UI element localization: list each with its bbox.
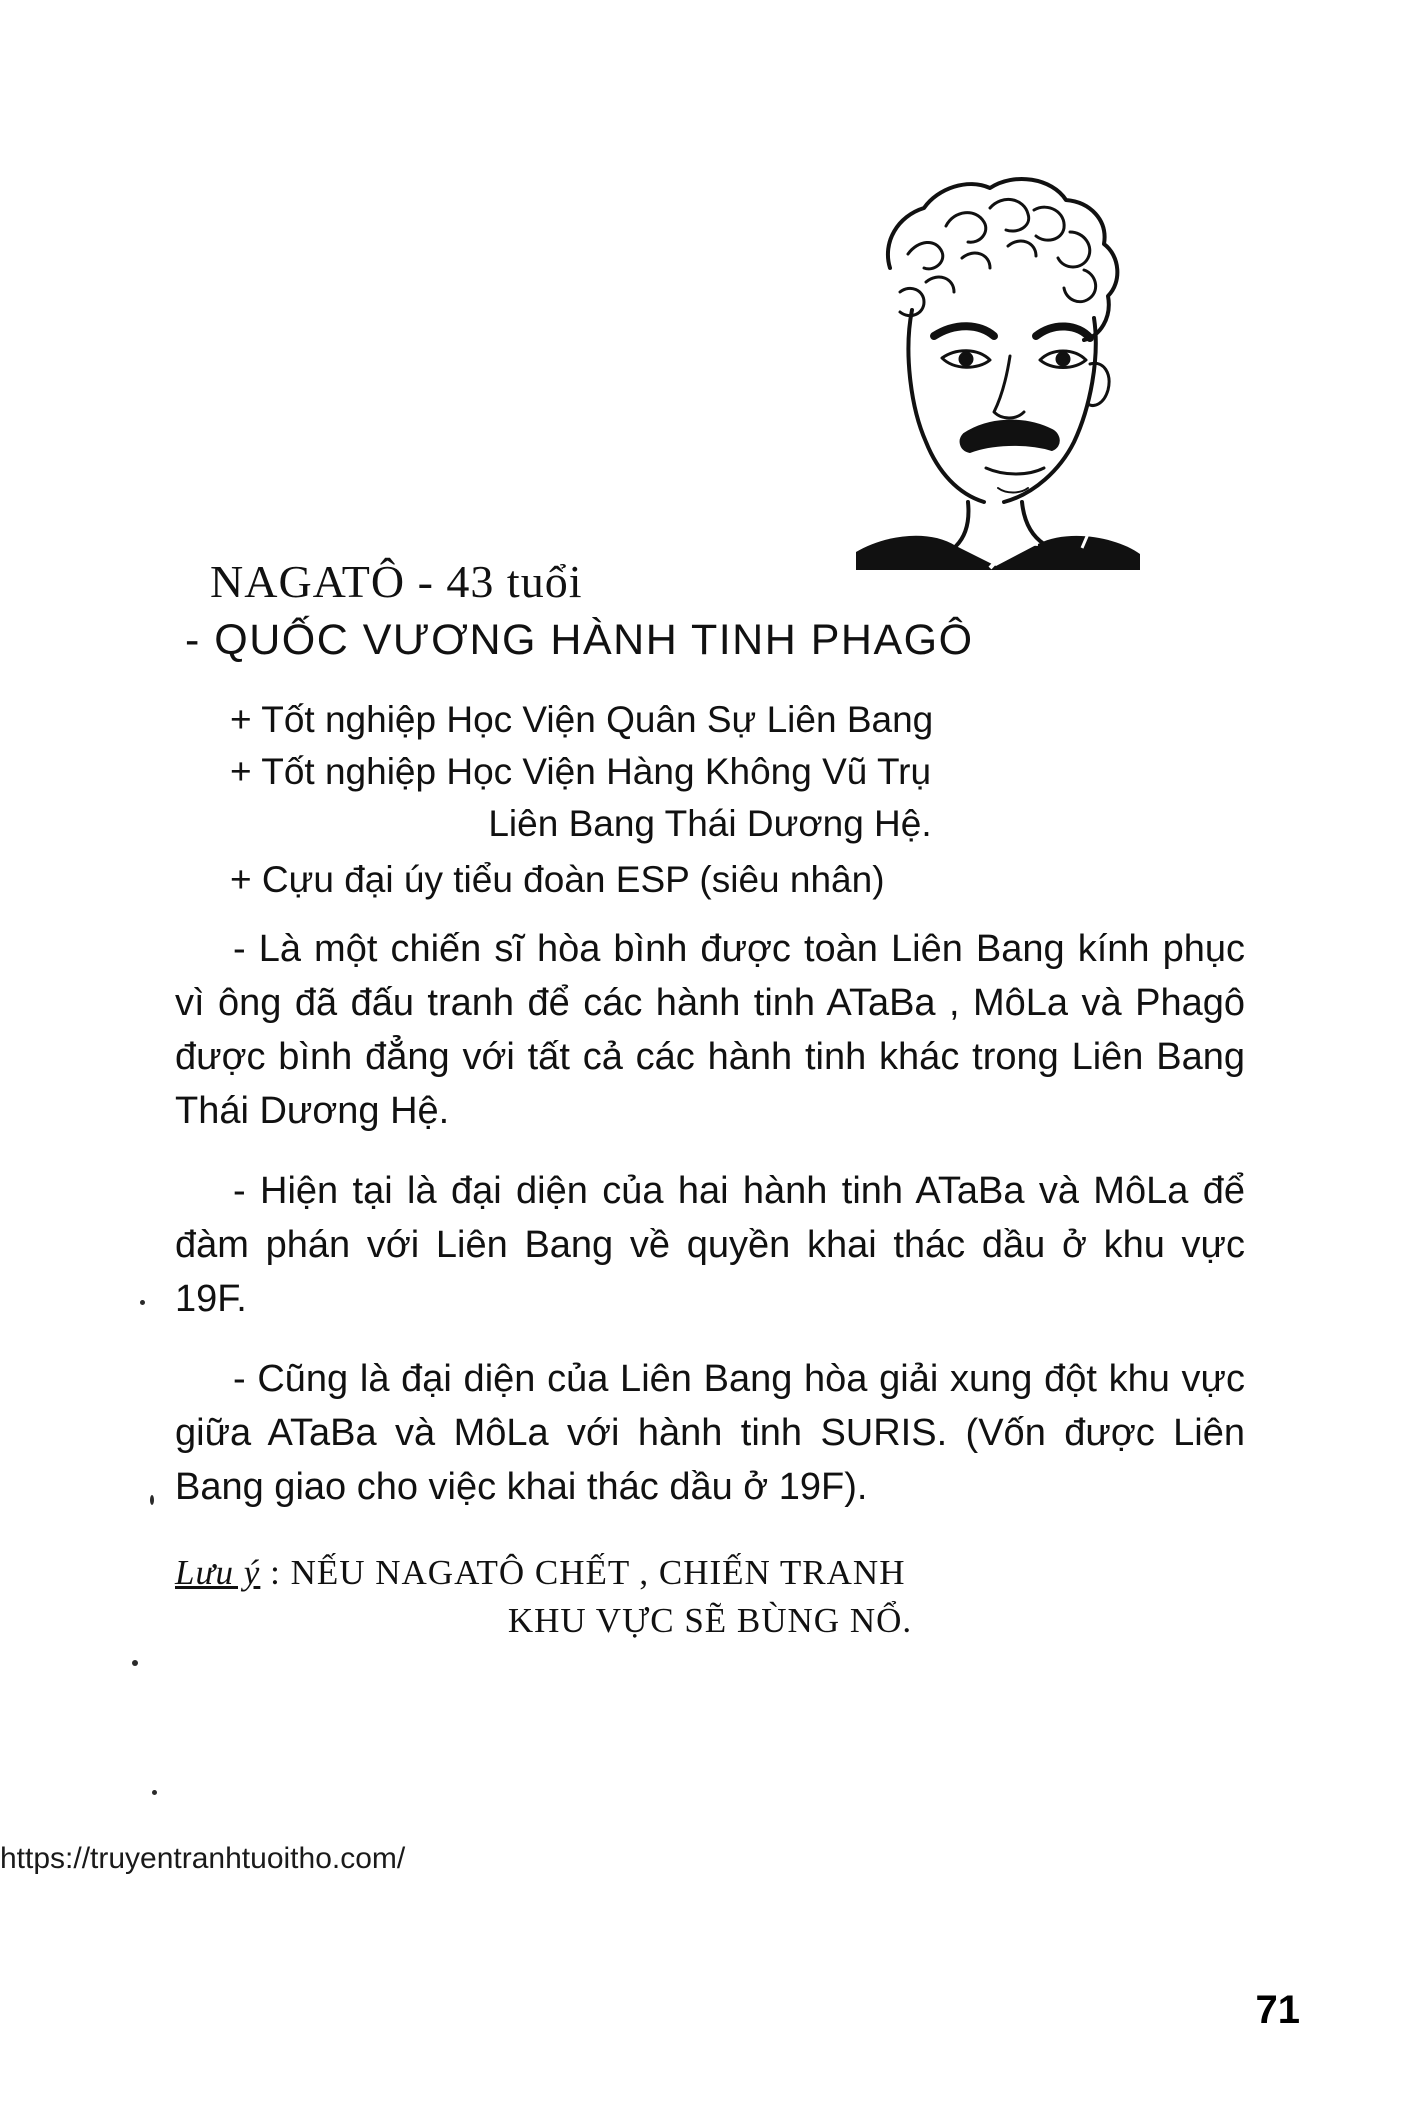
credential-line-1: + Tốt nghiệp Học Viện Quân Sự Liên Bang	[230, 699, 934, 740]
note-text-line-1: : NẾU NAGATÔ CHẾT , CHIẾN TRANH	[270, 1552, 906, 1592]
scan-speck	[140, 1300, 145, 1305]
scan-speck	[132, 1660, 138, 1666]
credential-line-2: + Tốt nghiệp Học Viện Hàng Không Vũ Trụ	[230, 751, 932, 792]
warning-note	[175, 1553, 1245, 1641]
bio-paragraph-3: - Cũng là đại diện của Liên Bang hòa giải xung đột khu vực giữa ATaBa và MôLa với hành tinh SURIS. (Vốn được Liên Bang giao cho việc khai thác dầu ở 19F).	[175, 1357, 1245, 1508]
note-text-line-2: KHU VỰC SẼ BÙNG NỔ.	[507, 1600, 913, 1640]
scan-speck	[152, 1790, 157, 1795]
note-label: Lưu ý	[175, 1552, 261, 1592]
site-watermark: https://truyentranhtuoitho.com/	[0, 1842, 406, 1875]
page-number: 71	[1255, 1988, 1300, 2032]
character-name: NAGATÔ - 43 tuổi	[210, 556, 583, 607]
credential-line-3: Liên Bang Thái Dương Hệ.	[488, 803, 932, 844]
bio-paragraph-1: - Là một chiến sĩ hòa bình được toàn Liên Bang kính phục vì ông đã đấu tranh để các hành tinh ATaBa , MôLa và Phagô được bình đẳng với tất cả các hành tinh khác trong Liên Bang Thái Dương Hệ.	[175, 928, 1245, 1132]
scan-speck	[150, 1495, 154, 1505]
credential-line-4: + Cựu đại úy tiểu đoàn ESP (siêu nhân)	[230, 859, 885, 900]
character-portrait-illustration	[838, 150, 1148, 570]
bio-paragraph-2: - Hiện tại là đại diện của hai hành tinh ATaBa và MôLa để đàm phán với Liên Bang về quyền khai thác dầu ở khu vực 19F.	[175, 1169, 1245, 1320]
character-profile-text	[175, 555, 1245, 1641]
character-title: - QUỐC VƯƠNG HÀNH TINH PHAGÔ	[185, 616, 974, 664]
